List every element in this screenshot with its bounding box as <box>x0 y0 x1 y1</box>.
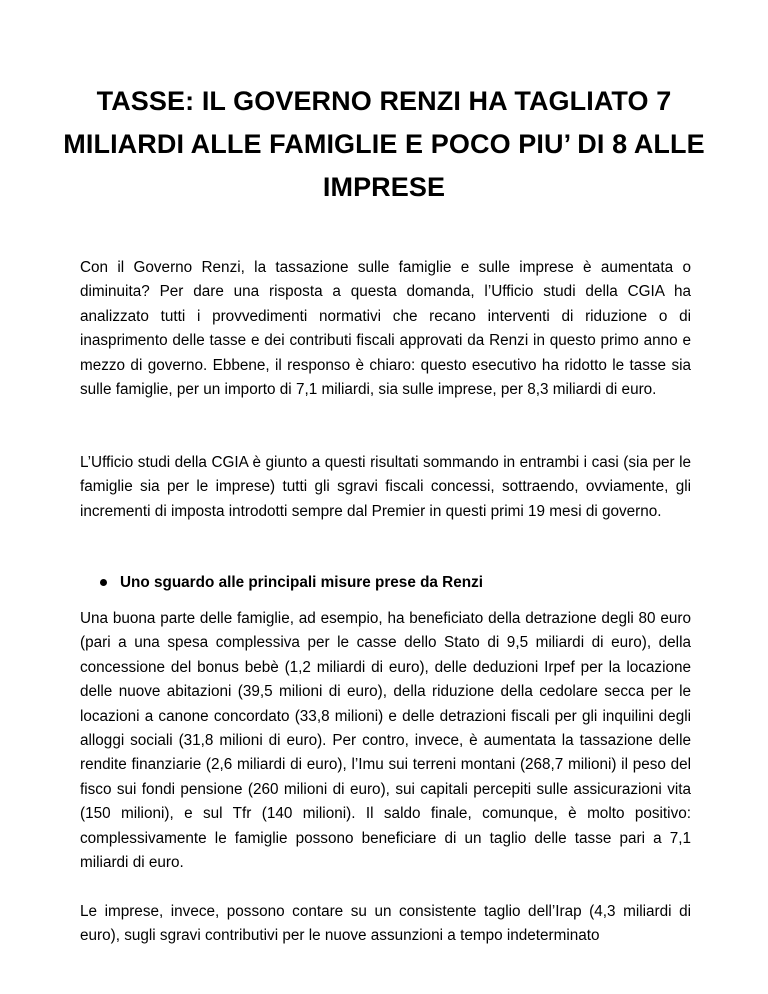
paragraph-intro: Con il Governo Renzi, la tassazione sulle famiglie e sulle imprese è aumentata o diminuita? Per dare una risposta a questa domanda, l’Ufficio studi della CGIA ha analizzato tutti i provvedimenti normativi che recano interventi di riduzione o di inasprimento delle tasse e dei contributi fiscali approvati da Renzi in questo primo anno e mezzo di governo. Ebbene, il responso è chiaro: questo esecutivo ha ridotto le tasse sia sulle famiglie, per un importo di 7,1 miliardi, sia sulle imprese, per 8,3 miliardi di euro. <box>80 259 691 399</box>
bullet-dot-icon <box>100 579 107 586</box>
paragraph-method: L’Ufficio studi della CGIA è giunto a questi risultati sommando in entrambi i casi (sia per le famiglie sia per le imprese) tutti gli sgravi fiscali concessi, sottraendo, ovviamente, gli incrementi di imposta introdotti sempre dal Premier in questi primi 19 mesi di governo. <box>80 454 691 520</box>
paragraph-companies: Le imprese, invece, possono contare su un consistente taglio dell’Irap (4,3 miliardi di euro), sugli sgravi contributivi per le nuove assunzioni a tempo indeterminato <box>80 903 691 945</box>
paragraph-families: Una buona parte delle famiglie, ad esempio, ha beneficiato della detrazione degli 80 euro (pari a una spesa complessiva per le casse dello Stato di 9,5 miliardi di euro), della concessione del bonus bebè (1,2 miliardi di euro), delle deduzioni Irpef per la locazione delle nuove abitazioni (39,5 milioni di euro), della riduzione della cedolare secca per le locazioni a canone concordato (33,8 milioni) e delle detrazioni fiscali per gli inquilini degli alloggi sociali (31,8 milioni di euro). Per contro, invece, è aumentata la tassazione delle rendite finanziarie (2,6 miliardi di euro), l’Imu sui terreni montani (268,7 milioni) il peso del fisco sui fondi pensione (260 milioni di euro), sui capitali percepiti sulle assicurazioni vita (150 milioni), e sul Tfr (140 milioni). Il saldo finale, comunque, è molto positivo: complessivamente le famiglie possono beneficiare di un taglio delle tasse pari a 7,1 miliardi di euro. <box>80 610 691 872</box>
section-heading-text: Uno sguardo alle principali misure prese da Renzi <box>120 574 483 591</box>
document-title: TASSE: IL GOVERNO RENZI HA TAGLIATO 7 MILIARDI ALLE FAMIGLIE E POCO PIU’ DI 8 ALLE IMPRESE <box>63 86 705 202</box>
